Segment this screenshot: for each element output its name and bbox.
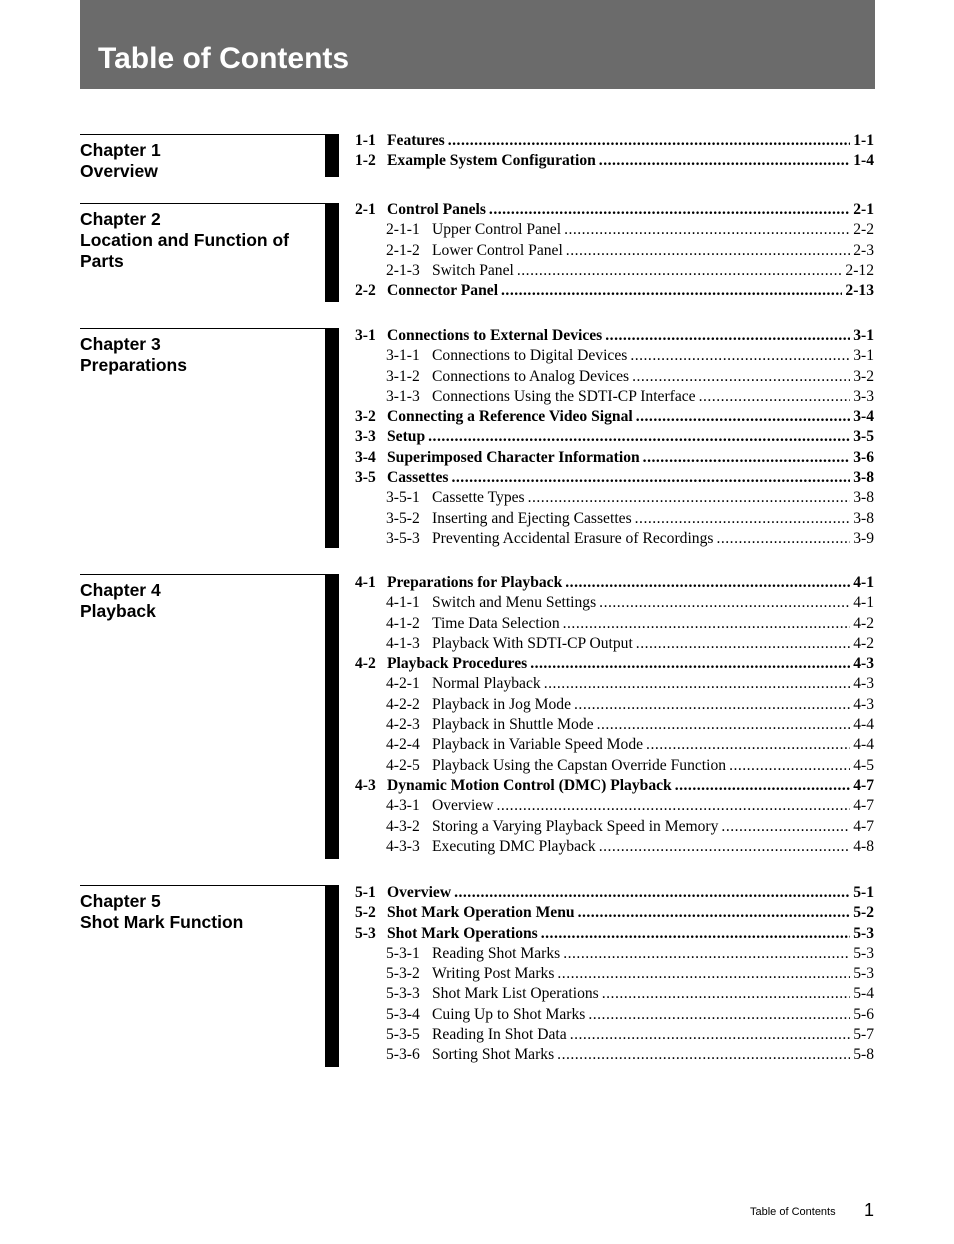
chapter-toc-list (355, 326, 874, 549)
entry-number: 3-3 (355, 428, 376, 446)
chapter-title: Shot Mark Function (80, 912, 244, 932)
dot-leader (452, 468, 851, 488)
entry-title: Overview (432, 797, 494, 815)
entry-page: 3-8 (853, 489, 874, 507)
entry-page: 4-4 (853, 716, 874, 734)
dot-leader (564, 220, 850, 240)
entry-page: 1-1 (853, 132, 874, 149)
dot-leader (588, 1005, 850, 1025)
entry-page: 4-8 (853, 837, 874, 855)
toc-section-entry[interactable] (355, 468, 874, 488)
entry-number: 4-2-5 (386, 756, 420, 774)
toc-section-entry[interactable] (355, 448, 874, 468)
entry-title: Storing a Varying Playback Speed in Memory (432, 817, 719, 835)
entry-number: 2-1-3 (386, 261, 420, 279)
chapter-title-block (80, 328, 325, 376)
entry-title: Cuing Up to Shot Marks (432, 1005, 586, 1023)
entry-number: 2-1 (355, 201, 376, 218)
chapter-heading-5 (80, 885, 339, 1067)
entry-number: 1-1 (355, 132, 376, 149)
dot-leader (636, 634, 850, 654)
toc-subsection-entry[interactable] (355, 984, 874, 1004)
chapter-label: Chapter 5 (80, 891, 161, 911)
entry-page: 5-4 (853, 985, 874, 1003)
toc-subsection-entry[interactable] (355, 674, 874, 694)
entry-title: Setup (387, 428, 426, 446)
entry-title: Connections to Analog Devices (432, 367, 630, 385)
chapter-title-block (80, 574, 325, 622)
chapter-title: Overview (80, 161, 158, 181)
entry-title: Inserting and Ejecting Cassettes (432, 509, 632, 527)
entry-number: 5-1 (355, 884, 376, 901)
entry-page: 5-1 (853, 884, 874, 901)
entry-number: 3-5-3 (386, 529, 420, 547)
dot-leader (632, 367, 850, 387)
toc-subsection-entry[interactable] (355, 735, 874, 755)
chapter-title-block (80, 203, 325, 272)
entry-page: 4-3 (853, 695, 874, 713)
toc-section-entry[interactable] (355, 281, 874, 301)
entry-title: Time Data Selection (432, 614, 560, 632)
entry-title: Reading In Shot Data (432, 1026, 567, 1044)
entry-title: Dynamic Motion Control (DMC) Playback (387, 776, 672, 794)
page-header (80, 0, 875, 89)
entry-page: 4-3 (853, 675, 874, 693)
entry-page: 3-5 (853, 428, 874, 446)
entry-number: 5-3-2 (386, 965, 420, 983)
entry-number: 4-3-1 (386, 797, 420, 815)
entry-title: Connecting a Reference Video Signal (387, 408, 633, 426)
dot-leader (496, 796, 850, 816)
entry-number: 3-5-2 (386, 509, 420, 527)
dot-leader (454, 883, 850, 903)
chapter-label: Chapter 2 (80, 209, 161, 229)
entry-page: 2-12 (845, 261, 874, 279)
entry-number: 5-3-5 (386, 1026, 420, 1044)
toc-subsection-entry[interactable] (355, 1025, 874, 1045)
entry-number: 4-3-2 (386, 817, 420, 835)
entry-title: Lower Control Panel (432, 241, 563, 259)
entry-title: Playback in Shuttle Mode (432, 716, 594, 734)
entry-page: 5-7 (853, 1026, 874, 1044)
entry-page: 3-8 (853, 509, 874, 527)
entry-page: 3-2 (853, 367, 874, 385)
entry-page: 3-6 (853, 448, 874, 466)
entry-page: 4-2 (853, 634, 874, 652)
entry-title: Switch and Menu Settings (432, 594, 597, 612)
toc-subsection-entry[interactable] (355, 817, 874, 837)
entry-number: 5-2 (355, 904, 376, 922)
entry-title: Cassette Types (432, 489, 525, 507)
entry-number: 3-1-1 (386, 347, 420, 365)
toc-subsection-entry[interactable] (355, 509, 874, 529)
entry-page: 2-13 (845, 282, 874, 300)
entry-number: 3-2 (355, 408, 376, 426)
dot-leader (599, 151, 850, 171)
entry-title: Normal Playback (432, 675, 541, 693)
toc-subsection-entry[interactable] (355, 614, 874, 634)
dot-leader (721, 817, 850, 837)
chapter-label: Chapter 4 (80, 580, 161, 600)
entry-number: 4-1 (355, 574, 376, 591)
entry-number: 4-2-4 (386, 736, 420, 754)
toc-subsection-entry[interactable] (355, 695, 874, 715)
dot-leader (574, 695, 850, 715)
entry-number: 5-3-4 (386, 1005, 420, 1023)
dot-leader (428, 427, 850, 447)
dot-leader (699, 387, 851, 407)
toc-subsection-entry[interactable] (355, 346, 874, 366)
entry-number: 4-2 (355, 655, 376, 673)
toc-section-entry[interactable] (355, 924, 874, 944)
entry-title: Playback Procedures (387, 655, 528, 673)
dot-leader (501, 281, 842, 301)
dot-leader (599, 837, 850, 857)
entry-number: 5-3-6 (386, 1046, 420, 1064)
toc-subsection-entry[interactable] (355, 367, 874, 387)
dot-leader (448, 131, 850, 151)
entry-number: 4-3-3 (386, 837, 420, 855)
chapter-toc-list (355, 131, 874, 172)
chapter-heading-1 (80, 134, 339, 181)
entry-page: 4-7 (853, 817, 874, 835)
entry-number: 4-1-2 (386, 614, 420, 632)
entry-title: Shot Mark Operations (387, 924, 538, 942)
dot-leader (530, 654, 850, 674)
chapter-bar (325, 885, 339, 1067)
dot-leader (489, 200, 850, 220)
toc-subsection-entry[interactable] (355, 634, 874, 654)
chapter-bar (325, 134, 339, 177)
entry-number: 3-1-2 (386, 367, 420, 385)
footer-label: Table of Contents (750, 1206, 836, 1218)
entry-page: 3-8 (853, 469, 874, 487)
toc-subsection-entry[interactable] (355, 944, 874, 964)
chapter-title-block (80, 885, 325, 933)
chapter-bar (325, 203, 339, 302)
toc-section-entry[interactable] (355, 151, 874, 171)
entry-page: 2-3 (853, 241, 874, 259)
dot-leader (716, 529, 850, 549)
page-title: Table of Contents (98, 42, 350, 75)
entry-page: 3-3 (853, 387, 874, 405)
entry-page: 1-4 (853, 152, 874, 170)
dot-leader (563, 614, 851, 634)
entry-page: 4-1 (853, 574, 874, 591)
entry-page: 4-7 (853, 776, 874, 794)
toc-subsection-entry[interactable] (355, 241, 874, 261)
entry-page: 4-4 (853, 736, 874, 754)
toc-subsection-entry[interactable] (355, 837, 874, 857)
entry-title: Preparations for Playback (387, 574, 563, 591)
entry-title: Shot Mark Operation Menu (387, 904, 575, 922)
toc-subsection-entry[interactable] (355, 261, 874, 281)
entry-page: 3-4 (853, 408, 874, 426)
entry-number: 4-2-3 (386, 716, 420, 734)
entry-title: Connector Panel (387, 282, 499, 300)
entry-page: 2-2 (853, 221, 874, 239)
dot-leader (646, 735, 850, 755)
entry-page: 4-1 (853, 594, 874, 612)
chapter-toc-list (355, 200, 874, 301)
entry-number: 4-2-1 (386, 675, 420, 693)
toc-section-entry[interactable] (355, 131, 874, 151)
entry-number: 4-1-1 (386, 594, 420, 612)
entry-title: Sorting Shot Marks (432, 1046, 555, 1064)
entry-title: Connections to External Devices (387, 327, 603, 344)
page-number: 1 (864, 1200, 875, 1220)
entry-title: Preventing Accidental Erasure of Recordings (432, 529, 714, 547)
entry-number: 1-2 (355, 152, 376, 170)
toc-section-entry[interactable] (355, 883, 874, 903)
chapter-toc-list (355, 573, 874, 857)
entry-number: 2-1-1 (386, 221, 420, 239)
entry-page: 2-1 (853, 201, 874, 218)
entry-number: 3-4 (355, 448, 376, 466)
entry-title: Writing Post Marks (432, 965, 555, 983)
entry-title: Shot Mark List Operations (432, 985, 599, 1003)
entry-number: 3-1-3 (386, 387, 420, 405)
entry-page: 5-8 (853, 1046, 874, 1064)
entry-number: 2-1-2 (386, 241, 420, 259)
toc-subsection-entry[interactable] (355, 529, 874, 549)
entry-number: 4-3 (355, 776, 376, 794)
entry-title: Playback in Jog Mode (432, 695, 572, 713)
dot-leader (557, 964, 850, 984)
entry-page: 3-9 (853, 529, 874, 547)
chapter-heading-3 (80, 328, 339, 548)
entry-title: Features (387, 132, 445, 149)
toc-section-entry[interactable] (355, 654, 874, 674)
dot-leader (599, 593, 850, 613)
dot-leader (565, 573, 850, 593)
dot-leader (605, 326, 850, 346)
entry-page: 3-1 (853, 327, 874, 344)
entry-title: Superimposed Character Information (387, 448, 640, 466)
entry-title: Reading Shot Marks (432, 944, 561, 962)
entry-title: Cassettes (387, 469, 449, 487)
toc-section-entry[interactable] (355, 573, 874, 593)
entry-page: 5-3 (853, 965, 874, 983)
toc-section-entry[interactable] (355, 326, 874, 346)
dot-leader (630, 346, 850, 366)
dot-leader (528, 488, 851, 508)
entry-page: 5-3 (853, 924, 874, 942)
entry-page: 4-7 (853, 797, 874, 815)
dot-leader (563, 944, 850, 964)
entry-title: Switch Panel (432, 261, 514, 279)
entry-title: Control Panels (387, 201, 486, 218)
entry-number: 3-1 (355, 327, 376, 344)
entry-page: 5-2 (853, 904, 874, 922)
dot-leader (675, 776, 850, 796)
dot-leader (602, 984, 850, 1004)
entry-title: Executing DMC Playback (432, 837, 596, 855)
dot-leader (578, 903, 851, 923)
toc-section-entry[interactable] (355, 776, 874, 796)
dot-leader (636, 407, 850, 427)
entry-title: Connections Using the SDTI-CP Interface (432, 387, 696, 405)
entry-number: 5-3 (355, 924, 376, 942)
dot-leader (541, 924, 850, 944)
dot-leader (517, 261, 843, 281)
chapter-title: Playback (80, 601, 156, 621)
toc-section-entry[interactable] (355, 407, 874, 427)
entry-page: 3-1 (853, 347, 874, 365)
entry-number: 3-5-1 (386, 489, 420, 507)
toc-subsection-entry[interactable] (355, 1005, 874, 1025)
entry-number: 3-5 (355, 469, 376, 487)
chapter-heading-2 (80, 203, 339, 302)
dot-leader (597, 715, 851, 735)
toc-subsection-entry[interactable] (355, 387, 874, 407)
entry-title: Upper Control Panel (432, 221, 562, 239)
toc-subsection-entry[interactable] (355, 220, 874, 240)
dot-leader (570, 1025, 851, 1045)
chapter-toc-list (355, 883, 874, 1066)
entry-number: 4-1-3 (386, 634, 420, 652)
entry-page: 5-6 (853, 1005, 874, 1023)
chapter-title-block (80, 134, 325, 182)
dot-leader (729, 756, 850, 776)
toc-subsection-entry[interactable] (355, 715, 874, 735)
toc-subsection-entry[interactable] (355, 1045, 874, 1065)
dot-leader (635, 509, 851, 529)
toc-subsection-entry[interactable] (355, 964, 874, 984)
dot-leader (566, 241, 850, 261)
entry-title: Overview (387, 884, 452, 901)
entry-title: Playback in Variable Speed Mode (432, 736, 644, 754)
chapter-bar (325, 328, 339, 548)
dot-leader (544, 674, 851, 694)
toc-section-entry[interactable] (355, 200, 874, 220)
chapter-label: Chapter 1 (80, 140, 161, 160)
entry-page: 4-3 (853, 655, 874, 673)
chapter-bar (325, 574, 339, 859)
entry-title: Playback With SDTI-CP Output (432, 634, 633, 652)
entry-title: Connections to Digital Devices (432, 347, 628, 365)
dot-leader (643, 448, 851, 468)
entry-number: 5-3-1 (386, 944, 420, 962)
entry-number: 4-2-2 (386, 695, 420, 713)
chapter-title: Preparations (80, 355, 187, 375)
toc-subsection-entry[interactable] (355, 593, 874, 613)
chapter-heading-4 (80, 574, 339, 859)
entry-page: 4-2 (853, 614, 874, 632)
entry-title: Playback Using the Capstan Override Function (432, 756, 727, 774)
entry-number: 5-3-3 (386, 985, 420, 1003)
entry-number: 2-2 (355, 282, 376, 300)
chapter-title: Location and Function of Parts (80, 230, 290, 271)
toc-section-entry[interactable] (355, 427, 874, 447)
toc-subsection-entry[interactable] (355, 796, 874, 816)
entry-page: 4-5 (853, 756, 874, 774)
entry-page: 5-3 (853, 944, 874, 962)
entry-title: Example System Configuration (387, 152, 596, 170)
toc-subsection-entry[interactable] (355, 756, 874, 776)
toc-subsection-entry[interactable] (355, 488, 874, 508)
chapter-label: Chapter 3 (80, 334, 161, 354)
toc-section-entry[interactable] (355, 903, 874, 923)
dot-leader (557, 1045, 850, 1065)
